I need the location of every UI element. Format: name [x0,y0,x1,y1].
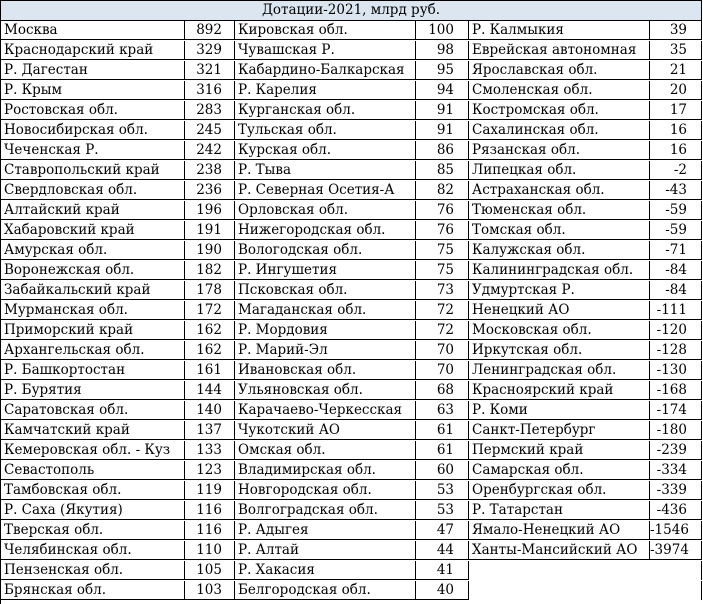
subsidy-value-cell: 116 [185,521,235,540]
subsidy-value-cell: 53 [416,501,469,520]
region-name-cell: Калининградская обл. [469,261,650,280]
region-name-cell: Вологодская обл. [235,241,416,260]
subsidy-value-cell: 21 [650,61,702,80]
table-row [1,501,702,520]
subsidy-value-cell: 20 [650,81,702,100]
subsidy-value-cell: 100 [416,21,469,40]
region-name-cell: Саратовская обл. [1,401,185,420]
region-name-cell: Самарская обл. [469,461,650,480]
subsidy-value-cell: 178 [185,281,235,300]
subsidy-value-cell: 190 [185,241,235,260]
subsidy-value-cell: -334 [650,461,702,480]
table-row [1,261,702,280]
region-name-cell: Тульская обл. [235,121,416,140]
region-name-cell: Чукотский АО [235,421,416,440]
region-name-cell: Ленинградская обл. [469,361,650,380]
subsidy-value-cell: 91 [416,121,469,140]
subsidy-value-cell: 329 [185,41,235,60]
region-name-cell: Забайкальский край [1,281,185,300]
subsidy-value-cell: 94 [416,81,469,100]
region-name-cell: Курская обл. [235,141,416,160]
region-name-cell: Кировская обл. [235,21,416,40]
region-name-cell: Р. Алтай [235,541,416,560]
subsidy-value-cell: 73 [416,281,469,300]
region-name-cell: Воронежская обл. [1,261,185,280]
subsidy-value-cell: 116 [185,501,235,520]
region-name-cell: Камчатский край [1,421,185,440]
region-name-cell: Новгородская обл. [235,481,416,500]
table-row [1,381,702,400]
region-name-cell: Смоленская обл. [469,81,650,100]
subsidy-value-cell: 103 [185,581,235,600]
table-row [1,561,702,580]
subsidy-value-cell: 162 [185,341,235,360]
table-row [1,541,702,560]
region-name-cell: Р. Калмыкия [469,21,650,40]
region-name-cell: Челябинская обл. [1,541,185,560]
subsidy-value-cell: 68 [416,381,469,400]
subsidy-value-cell: 47 [416,521,469,540]
region-name-cell: Кемеровская обл. - Куз [1,441,185,460]
subsidy-value-cell: 41 [416,561,469,580]
region-name-cell: Р. Ингушетия [235,261,416,280]
region-name-cell: Нижегородская обл. [235,221,416,240]
region-name-cell: Р. Мордовия [235,321,416,340]
region-name-cell: Ростовская обл. [1,101,185,120]
region-name-cell: Омская обл. [235,441,416,460]
table-row [1,141,702,160]
region-name-cell: Иркутская обл. [469,341,650,360]
subsidy-value-cell: 140 [185,401,235,420]
region-name-cell: Орловская обл. [235,201,416,220]
subsidy-value-cell: 40 [416,581,469,600]
table-row [1,321,702,340]
subsidy-value-cell: -120 [650,321,702,340]
subsidy-value-cell: -168 [650,381,702,400]
subsidy-value-cell: -180 [650,421,702,440]
subsidy-value-cell: 75 [416,241,469,260]
subsidy-value-cell: 245 [185,121,235,140]
table-row [1,521,702,540]
subsidy-value-cell: 236 [185,181,235,200]
subsidy-value-cell: 191 [185,221,235,240]
region-name-cell: Калужская обл. [469,241,650,260]
table-row [1,301,702,320]
region-name-cell: Еврейская автономная [469,41,650,60]
region-name-cell: Р. Бурятия [1,381,185,400]
table-row [1,201,702,220]
subsidy-value-cell: -59 [650,201,702,220]
subsidy-value-cell: 137 [185,421,235,440]
subsidy-value-cell: 172 [185,301,235,320]
region-name-cell: Пермский край [469,441,650,460]
table-row [1,61,702,80]
subsidy-value-cell: 123 [185,461,235,480]
subsidy-value-cell: -128 [650,341,702,360]
region-name-cell: Карачаево-Черкесская [235,401,416,420]
subsidy-value-cell: 76 [416,201,469,220]
table-row [1,461,702,480]
table-row [1,281,702,300]
region-name-cell: Р. Марий-Эл [235,341,416,360]
region-name-cell: Чувашская Р. [235,41,416,60]
subsidy-value-cell: 316 [185,81,235,100]
table-row [1,401,702,420]
region-name-cell: Астраханская обл. [469,181,650,200]
region-name-cell: Ханты-Мансийский АО [469,541,650,560]
table-row [1,361,702,380]
region-name-cell: Магаданская обл. [235,301,416,320]
subsidy-value-cell: 892 [185,21,235,40]
region-name-cell: Московская обл. [469,321,650,340]
subsidy-value-cell: 182 [185,261,235,280]
region-name-cell: Костромская обл. [469,101,650,120]
subsidy-value-cell: -84 [650,281,702,300]
table-row [1,221,702,240]
region-name-cell: Тюменская обл. [469,201,650,220]
subsidy-value-cell: 91 [416,101,469,120]
subsidy-value-cell: 86 [416,141,469,160]
subsidy-value-cell: 39 [650,21,702,40]
region-name-cell: Белгородская обл. [235,581,416,600]
region-name-cell: Амурская обл. [1,241,185,260]
region-name-cell: Томская обл. [469,221,650,240]
table-row [1,341,702,360]
subsidy-value-cell: 162 [185,321,235,340]
subsidy-value-cell: 321 [185,61,235,80]
subsidy-value-cell: -2 [650,161,702,180]
region-name-cell: Тверская обл. [1,521,185,540]
table-row [1,161,702,180]
region-name-cell: Свердловская обл. [1,181,185,200]
region-name-cell: Р. Северная Осетия-А [235,181,416,200]
region-name-cell: Ненецкий АО [469,301,650,320]
table-row [1,181,702,200]
region-name-cell: Р. Башкортостан [1,361,185,380]
region-name-cell: Р. Карелия [235,81,416,100]
subsidy-value-cell: 70 [416,361,469,380]
table-row [1,441,702,460]
region-name-cell: Сахалинская обл. [469,121,650,140]
subsidy-value-cell: 105 [185,561,235,580]
region-name-cell: Курганская обл. [235,101,416,120]
region-name-cell: Рязанская обл. [469,141,650,160]
subsidy-value-cell: 110 [185,541,235,560]
subsidy-value-cell: -339 [650,481,702,500]
region-name-cell: Севастополь [1,461,185,480]
region-name-cell: Оренбургская обл. [469,481,650,500]
region-name-cell: Р. Крым [1,81,185,100]
region-name-cell: Хабаровский край [1,221,185,240]
subsidy-value-cell: 53 [416,481,469,500]
table-row [1,121,702,140]
subsidy-value-cell: -174 [650,401,702,420]
region-name-cell: Липецкая обл. [469,161,650,180]
region-name-cell: Удмуртская Р. [469,281,650,300]
subsidy-value-cell: 16 [650,141,702,160]
subsidy-value-cell: 82 [416,181,469,200]
subsidy-value-cell: 283 [185,101,235,120]
table-row [1,581,702,600]
region-name-cell: Ивановская обл. [235,361,416,380]
subsidy-value-cell: 95 [416,61,469,80]
table-row [1,101,702,120]
table-row [1,421,702,440]
region-name-cell: Р. Татарстан [469,501,650,520]
subsidy-value-cell: 61 [416,441,469,460]
table-row [1,241,702,260]
region-name-cell: Р. Адыгея [235,521,416,540]
subsidy-value-cell: -1546 [650,521,702,540]
region-name-cell: Архангельская обл. [1,341,185,360]
subsidy-value-cell: 196 [185,201,235,220]
subsidy-value-cell: 76 [416,221,469,240]
region-name-cell: Мурманская обл. [1,301,185,320]
table-title: Дотации-2021, млрд руб. [1,1,702,21]
region-name-cell: Чеченская Р. [1,141,185,160]
region-name-cell: Краснодарский край [1,41,185,60]
subsidy-value-cell: 60 [416,461,469,480]
region-name-cell: Красноярский край [469,381,650,400]
region-name-cell: Ульяновская обл. [235,381,416,400]
subsidy-value-cell: 35 [650,41,702,60]
region-name-cell: Алтайский край [1,201,185,220]
subsidy-value-cell: -111 [650,301,702,320]
subsidy-value-cell: 72 [416,321,469,340]
region-name-cell: Р. Хакасия [235,561,416,580]
region-name-cell: Пензенская обл. [1,561,185,580]
region-name-cell: Новосибирская обл. [1,121,185,140]
region-name-cell: Брянская обл. [1,581,185,600]
subsidy-value-cell: 75 [416,261,469,280]
region-name-cell: Приморский край [1,321,185,340]
subsidy-value-cell: 61 [416,421,469,440]
subsidy-value-cell: 17 [650,101,702,120]
table-row [1,21,702,40]
subsidy-value-cell: 63 [416,401,469,420]
subsidy-value-cell: 16 [650,121,702,140]
subsidy-value-cell: 119 [185,481,235,500]
region-name-cell: Псковская обл. [235,281,416,300]
region-name-cell: Ярославская обл. [469,61,650,80]
subsidy-value-cell: 70 [416,341,469,360]
subsidy-value-cell: -84 [650,261,702,280]
region-name-cell: Р. Тыва [235,161,416,180]
subsidy-value-cell: 161 [185,361,235,380]
subsidy-value-cell: 72 [416,301,469,320]
table-row [1,81,702,100]
region-name-cell: Москва [1,21,185,40]
subsidy-value-cell: -43 [650,181,702,200]
subsidy-value-cell: -239 [650,441,702,460]
subsidy-value-cell: -3974 [650,541,702,560]
region-name-cell: Р. Саха (Якутия) [1,501,185,520]
region-name-cell: Санкт-Петербург [469,421,650,440]
subsidy-value-cell: 98 [416,41,469,60]
subsidy-value-cell: 133 [185,441,235,460]
subsidy-value-cell: -59 [650,221,702,240]
table-row [1,481,702,500]
subsidy-value-cell: 85 [416,161,469,180]
region-name-cell: Ямало-Ненецкий АО [469,521,650,540]
subsidy-value-cell: 144 [185,381,235,400]
region-name-cell: Волгоградская обл. [235,501,416,520]
region-name-cell: Владимирская обл. [235,461,416,480]
empty-cell [469,561,702,580]
empty-cell [469,581,702,600]
region-name-cell: Тамбовская обл. [1,481,185,500]
subsidy-value-cell: 242 [185,141,235,160]
subsidy-value-cell: -71 [650,241,702,260]
subsidy-value-cell: -436 [650,501,702,520]
subsidy-value-cell: 238 [185,161,235,180]
subsidy-value-cell: 44 [416,541,469,560]
region-name-cell: Р. Коми [469,401,650,420]
region-name-cell: Кабардино-Балкарская [235,61,416,80]
region-name-cell: Ставропольский край [1,161,185,180]
region-name-cell: Р. Дагестан [1,61,185,80]
table-row [1,41,702,60]
subsidy-value-cell: -130 [650,361,702,380]
